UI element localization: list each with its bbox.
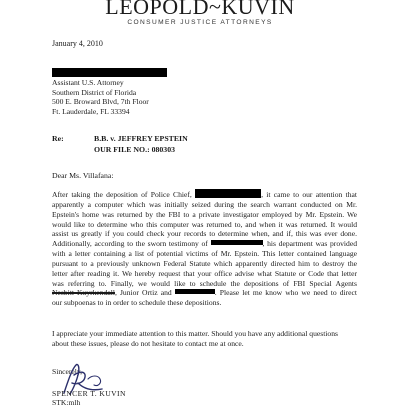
body-paragraph [52, 189, 357, 308]
recipient-title: Assistant U.S. Attorney [52, 78, 124, 87]
signer-name: SPENCER T. KUVIN [52, 389, 126, 398]
body-line: would like to determine who this computer was returned to, and when it was returned. It would [52, 219, 357, 229]
re-label: Re: [52, 134, 64, 143]
case-name: B.B. v. JEFFREY EPSTEIN [94, 134, 188, 143]
firm-name: LEOPOLD~KUVIN [105, 0, 295, 19]
recipient-city: Ft. Lauderdale, FL 33394 [52, 106, 130, 116]
redaction-chief-name [195, 189, 261, 198]
closing-paragraph [52, 329, 357, 349]
body-line: apparently a computer which was initially seized during the search warrant conducted on Mr. [52, 199, 357, 209]
body-line: assist us greatly if you could check your records to determine when, and if, this was ever done. [52, 229, 357, 239]
sincerely: Sincerely, [52, 367, 83, 376]
redaction-agent-name [175, 289, 215, 294]
recipient-office: Southern District of Florida [52, 87, 137, 97]
body-line: Additionally, according to the sworn testimony of , his department was provided [52, 239, 357, 249]
salutation: Dear Ms. Villafana: [52, 171, 114, 180]
file-number: OUR FILE NO.: 080303 [94, 145, 176, 154]
recipient-street: 500 E. Broward Blvd, 7th Floor [52, 97, 149, 107]
body-line: with a letter containing a list of potential victims of Mr. Epstein. This letter contained language [52, 249, 357, 259]
body-line: Epstein's home was returned by the FBI to a private investigator employed by Mr. Epstein. We [52, 209, 357, 219]
body-line: our subpoenas to in order to schedule these depositions. [52, 298, 222, 308]
body-line: Nesbitt Kuyrkendall, Junior Ortiz and . Please let me know who we need to direct [52, 288, 358, 298]
recipient-address [52, 78, 149, 116]
struck-agent-names: Nesbitt Kuyrkendall [52, 288, 115, 298]
body-line: After taking the deposition of Police Chief, , it came to our attention that [52, 190, 358, 199]
firm-subtitle: CONSUMER JUSTICE ATTORNEYS [127, 19, 273, 26]
body-line: pursuant to a previously unknown Federal Statute which apparently directed him to destroy the [52, 258, 357, 268]
letter-date: January 4, 2010 [52, 39, 103, 48]
redaction-testimony-name [211, 240, 263, 245]
body-line: letter after reading it. We hereby request that your office advise what Statute or Code that letter [52, 268, 357, 278]
redaction-recipient-name [52, 68, 167, 77]
body-line: was referring to. Finally, we would like to schedule the depositions of FBI Special Agents [52, 278, 357, 288]
closing-line: I appreciate your immediate attention to this matter. Should you have any additional questions [52, 329, 338, 338]
closing-line: about these issues, please do not hesitate to contact me at once. [52, 338, 244, 348]
reference-initials: STK:mlh [52, 398, 81, 407]
